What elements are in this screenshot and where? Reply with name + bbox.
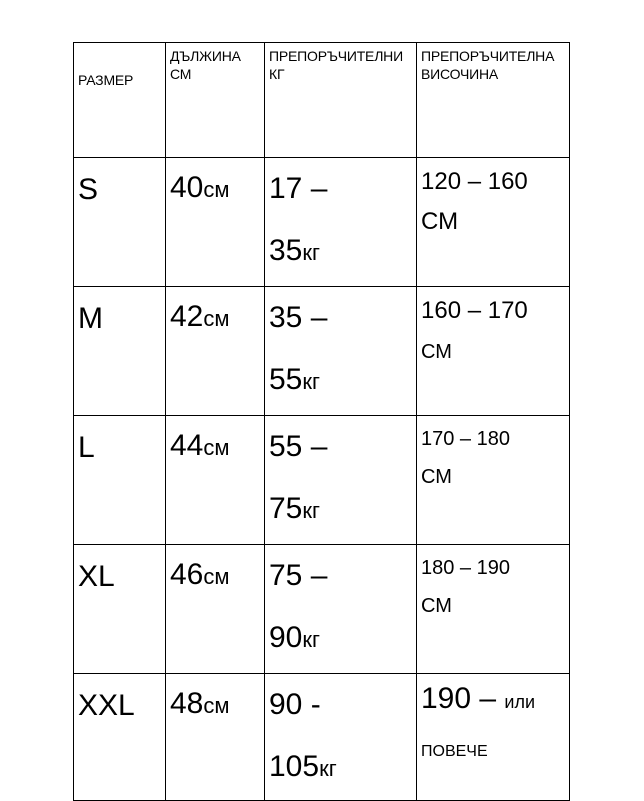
weight-value: 75 [269, 492, 303, 525]
weight-line1: 75 – [269, 559, 328, 592]
length-unit: см [203, 177, 230, 202]
height-line1 [421, 674, 569, 727]
table-row [74, 416, 570, 545]
height-line2: СМ [421, 595, 452, 617]
weight-cell [265, 416, 417, 545]
height-line1: 180 – 190 [421, 557, 510, 579]
weight-line2 [269, 736, 416, 800]
height-line1: 120 – 160 [421, 168, 528, 195]
header-weight-cell [265, 43, 417, 158]
table-row [74, 674, 570, 801]
weight-line2 [269, 349, 416, 413]
length-unit: см [203, 693, 230, 718]
weight-unit: кг [302, 240, 321, 265]
height-line1: 160 – 170 [421, 297, 528, 324]
weight-value: 105 [269, 750, 320, 783]
height-line2: ПОВЕЧЕ [421, 743, 488, 760]
length-cell [166, 545, 265, 674]
weight-line1: 35 – [269, 301, 328, 334]
size-cell: S [74, 158, 166, 287]
weight-unit: кг [319, 756, 337, 781]
length-cell [166, 287, 265, 416]
size-cell: L [74, 416, 166, 545]
table-row [74, 158, 570, 287]
height-line1: 170 – 180 [421, 428, 510, 450]
header-length-line1: ДЪЛЖИНА [170, 48, 241, 64]
header-length-line2: СМ [170, 66, 192, 82]
height-cell [417, 545, 570, 674]
length-value: 40 [170, 171, 204, 204]
weight-line1: 90 - [269, 688, 321, 721]
length-cell [166, 158, 265, 287]
height-cell [417, 287, 570, 416]
header-height-line1: ПРЕПОРЪЧИТЕЛНА [421, 48, 555, 64]
weight-value: 90 [269, 621, 303, 654]
length-value: 48 [170, 687, 204, 720]
size-chart-table [73, 42, 570, 801]
size-cell: XL [74, 545, 166, 674]
height-cell [417, 674, 570, 801]
length-unit: см [203, 306, 230, 331]
weight-cell [265, 674, 417, 801]
length-cell [166, 416, 265, 545]
height-cell [417, 416, 570, 545]
header-height-cell [417, 43, 570, 158]
header-row [74, 43, 570, 158]
height-value: 190 – [421, 682, 497, 715]
header-size: РАЗМЕР [78, 72, 134, 88]
height-unit: СМ [421, 341, 452, 363]
weight-line1: 55 – [269, 430, 328, 463]
weight-value: 35 [269, 234, 303, 267]
weight-cell [265, 545, 417, 674]
header-size-cell [74, 43, 166, 158]
header-weight-line2: КГ [269, 66, 285, 82]
height-line2: СМ [421, 466, 452, 488]
weight-line1: 17 – [269, 172, 328, 205]
weight-value: 55 [269, 363, 303, 396]
size-cell: M [74, 287, 166, 416]
table-row [74, 287, 570, 416]
weight-line2 [269, 607, 416, 671]
header-weight-line1: ПРЕПОРЪЧИТЕЛНИ [269, 48, 403, 64]
weight-cell [265, 287, 417, 416]
length-cell [166, 674, 265, 801]
weight-line2 [269, 220, 416, 284]
weight-cell [265, 158, 417, 287]
weight-line2 [269, 478, 416, 542]
table-row [74, 545, 570, 674]
weight-unit: кг [302, 627, 321, 652]
length-value: 42 [170, 300, 204, 333]
length-unit: см [203, 435, 230, 460]
header-height-line2: ВИСОЧИНА [421, 66, 499, 82]
weight-unit: кг [302, 498, 321, 523]
height-or: или [504, 692, 536, 712]
length-value: 44 [170, 429, 204, 462]
length-unit: см [203, 564, 230, 589]
height-line2: СМ [421, 208, 459, 235]
length-value: 46 [170, 558, 204, 591]
size-cell: XXL [74, 674, 166, 801]
height-line2 [421, 331, 569, 372]
weight-unit: кг [302, 369, 321, 394]
header-length-cell [166, 43, 265, 158]
height-cell [417, 158, 570, 287]
